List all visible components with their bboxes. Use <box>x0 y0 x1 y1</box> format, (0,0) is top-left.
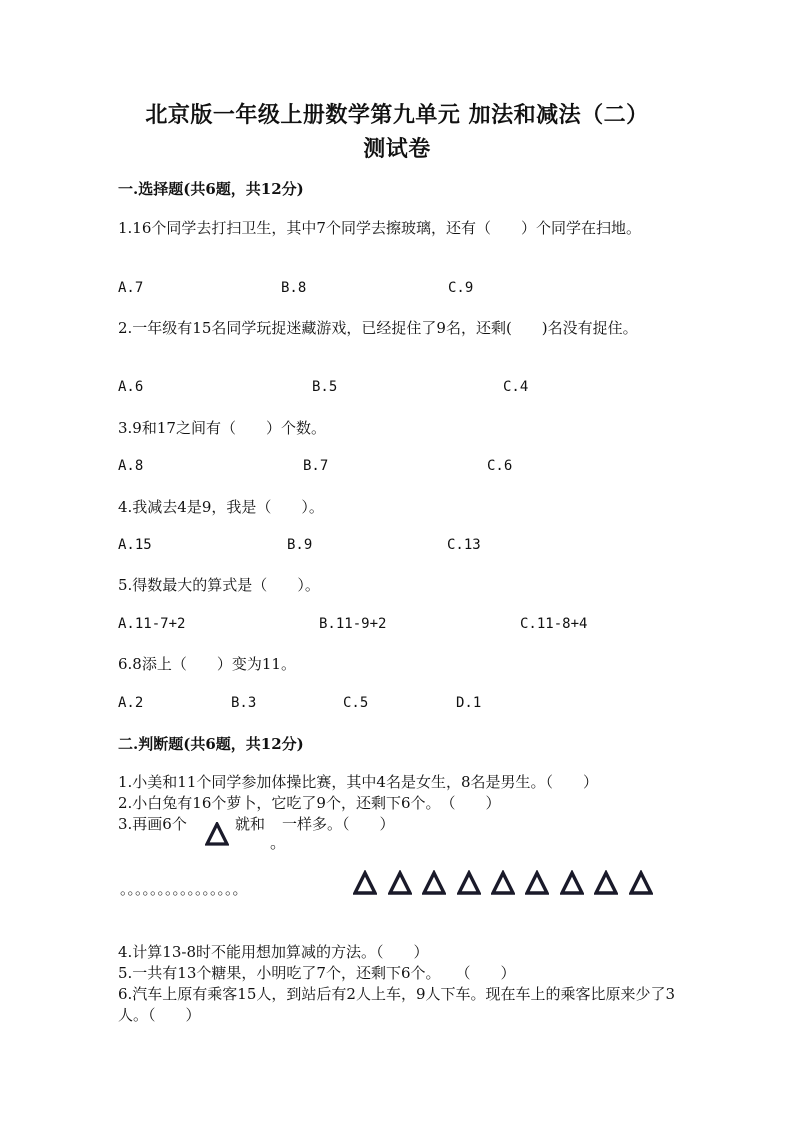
triangle-icon <box>486 868 520 898</box>
section-heading-judgement: 二.判断题(共6题，共12分) <box>118 735 304 753</box>
circle-icon: 。 <box>270 833 287 852</box>
judge-question-6: 6.汽车上原有乘客15人，到站后有2人上车，9人下车。现在车上的乘客比原来少了3人。（ ） <box>118 985 676 1024</box>
triangle-icon <box>624 868 658 898</box>
triangle-icon <box>555 868 589 898</box>
triangle-icon <box>348 868 382 898</box>
judge-question-3-end: 一样多。（ ） <box>282 815 395 833</box>
option-6d: D.1 <box>456 695 482 711</box>
page-subtitle: 测试卷 <box>363 136 431 162</box>
page-title: 北京版一年级上册数学第九单元 加法和减法（二） <box>145 102 649 128</box>
option-6b: B.3 <box>231 695 257 711</box>
question-6: 6.8添上（ ）变为11。 <box>118 655 296 673</box>
judge-question-3-mid: 就和 <box>235 815 266 833</box>
question-4: 4.我减去4是9，我是（ ）。 <box>118 498 324 516</box>
triangle-icon <box>417 868 451 898</box>
option-1b: B.8 <box>281 280 307 296</box>
triangle-icon <box>589 868 623 898</box>
judge-question-2: 2.小白兔有16个萝卜，它吃了9个，还剩下6个。 （ ） <box>118 794 501 812</box>
question-5: 5.得数最大的算式是（ ）。 <box>118 576 320 594</box>
question-1: 1.16个同学去打扫卫生，其中7个同学去擦玻璃，还有（ ）个同学在扫地。 <box>118 219 641 237</box>
judge-question-3-start: 3.再画6个 <box>118 815 187 833</box>
option-1c: C.9 <box>448 280 474 296</box>
question-2: 2.一年级有15名同学玩捉迷藏游戏，已经捉住了9名，还剩( )名没有捉住。 <box>118 319 638 337</box>
option-3b: B.7 <box>303 458 329 474</box>
judge-question-5: 5.一共有13个糖果，小明吃了7个，还剩下6个。 （ ） <box>118 964 516 982</box>
triangle-icon <box>451 868 485 898</box>
option-4c: C.13 <box>447 537 481 553</box>
triangle-row <box>348 868 658 898</box>
option-4b: B.9 <box>287 537 313 553</box>
option-6c: C.5 <box>343 695 369 711</box>
option-2c: C.4 <box>503 379 529 395</box>
option-1a: A.7 <box>118 280 144 296</box>
triangle-icon <box>205 822 229 846</box>
option-2b: B.5 <box>312 379 338 395</box>
section-heading-choice: 一.选择题(共6题，共12分) <box>118 180 304 198</box>
option-3a: A.8 <box>118 458 144 474</box>
option-4a: A.15 <box>118 537 152 553</box>
judge-question-4: 4.计算13-8时不能用想加算减的方法。（ ） <box>118 943 429 961</box>
judge-question-1: 1.小美和11个同学参加体操比赛，其中4名是女生，8名是男生。（ ） <box>118 773 598 791</box>
triangle-icon <box>382 868 416 898</box>
triangle-icon <box>520 868 554 898</box>
option-5b: B.11-9+2 <box>319 616 387 632</box>
question-3: 3.9和17之间有（ ）个数。 <box>118 419 326 437</box>
option-5a: A.11-7+2 <box>118 616 186 632</box>
option-5c: C.11-8+4 <box>520 616 588 632</box>
option-6a: A.2 <box>118 695 144 711</box>
option-3c: C.6 <box>487 458 513 474</box>
circle-row: 。。。。。。。。。。。。。。。。 <box>120 880 248 898</box>
option-2a: A.6 <box>118 379 144 395</box>
